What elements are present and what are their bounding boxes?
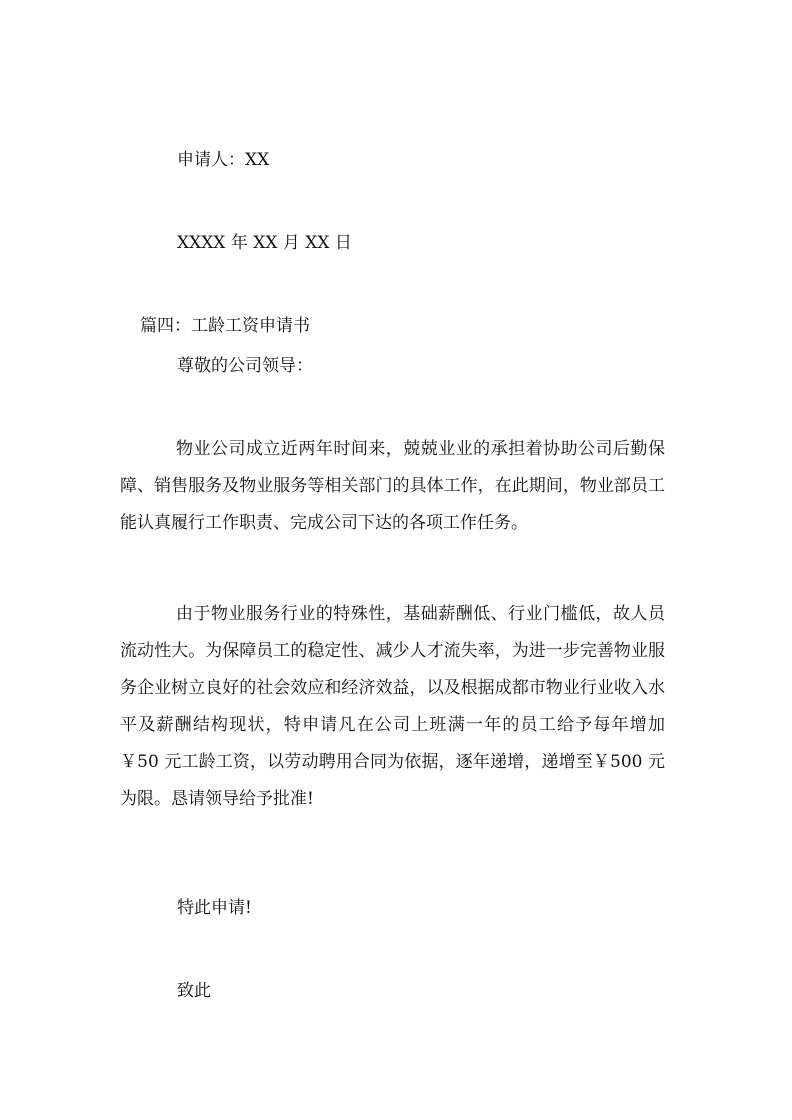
- salutation: 尊敬的公司领导：: [177, 356, 313, 376]
- body-paragraph-2: 由于物业服务行业的特殊性，基础薪酬低、行业门槛低，故人员流动性大。为保障员工的稳定性、减少人才流失率，为进一步完善物业服务企业树立良好的社会效应和经济效益，以及根据成都市物业行业收入水平及薪酬结构现状，特申请凡在公司上班满一年的员工给予每年增加￥50 元工龄工资，以劳动聘用合同为依据，逐年递增，递增至￥500 元为限。恳请领导给予批准!: [120, 604, 665, 809]
- body-paragraph-1: 物业公司成立近两年时间来，兢兢业业的承担着协助公司后勤保障、销售服务及物业服务等相关部门的具体工作，在此期间，物业部员工能认真履行工作职责、完成公司下达的各项工作任务。: [120, 439, 665, 533]
- regards-line: 致此: [177, 981, 211, 1001]
- applicant-line: 申请人：XX: [177, 150, 270, 170]
- date-line: XXXX 年 XX 月 XX 日: [177, 233, 352, 253]
- closing-line: 特此申请!: [177, 898, 252, 918]
- section-heading: 篇四：工龄工资申请书: [140, 316, 310, 336]
